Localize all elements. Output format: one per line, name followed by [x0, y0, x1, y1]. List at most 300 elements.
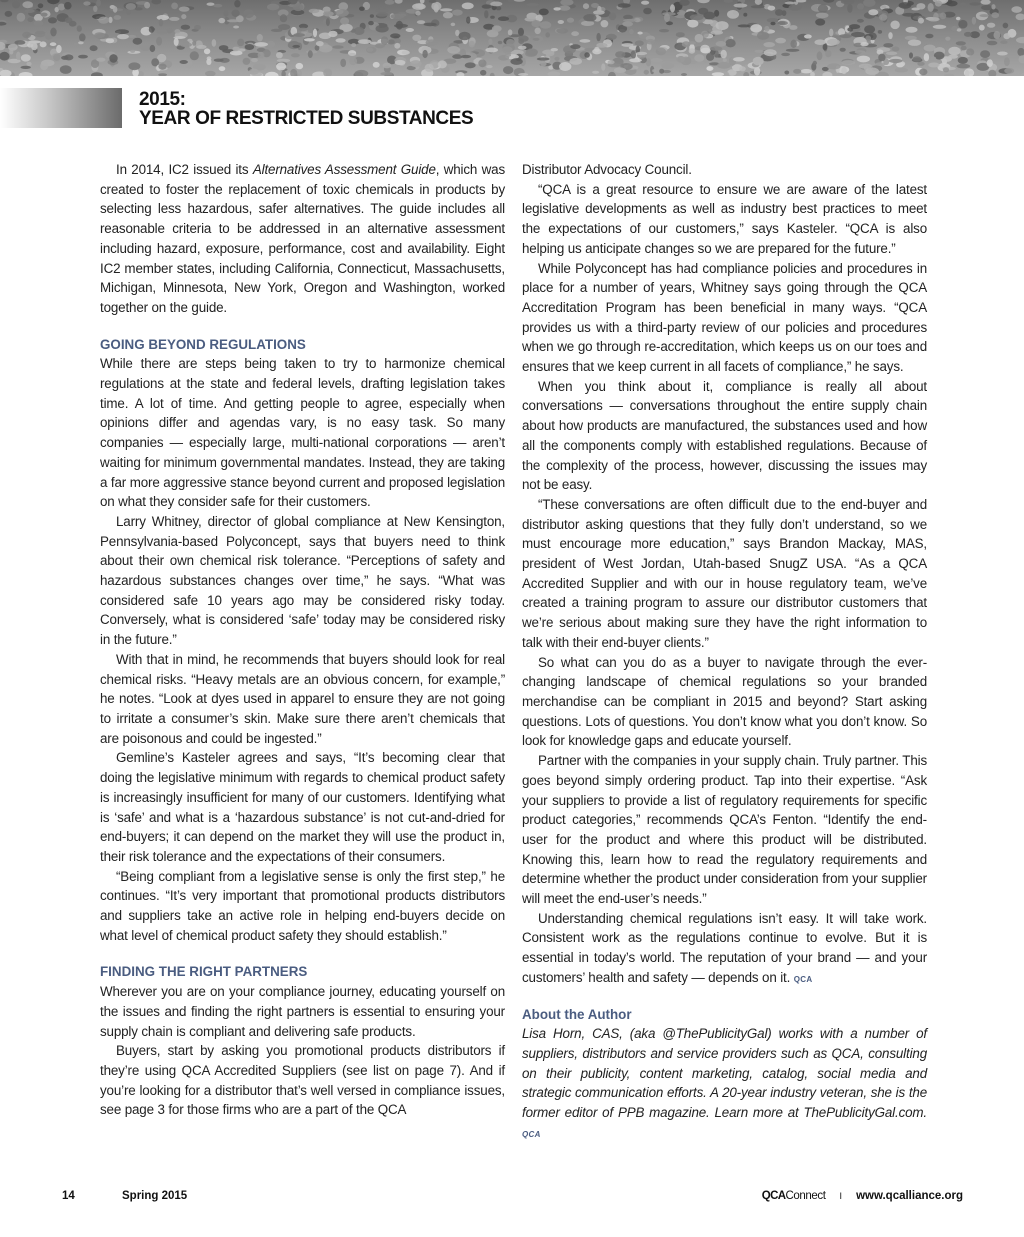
gravel-stone: [768, 6, 776, 11]
gravel-stone: [204, 48, 210, 54]
gravel-stone: [981, 0, 991, 5]
gravel-stone: [466, 17, 470, 24]
gravel-stone: [601, 20, 609, 27]
gravel-stone: [928, 3, 934, 12]
about-author-text: [522, 1024, 927, 1144]
gravel-stone: [98, 17, 109, 24]
gravel-stone: [651, 58, 663, 62]
gravel-stone: [518, 35, 528, 41]
gravel-stone: [171, 3, 178, 10]
gravel-stone: [981, 5, 993, 10]
gravel-stone: [892, 47, 900, 52]
gravel-stone: [1004, 68, 1014, 74]
gravel-stone: [784, 71, 789, 75]
gravel-stone: [64, 54, 73, 60]
logo-connect: Connect: [785, 1190, 826, 1202]
qca-end-mark: QCA: [793, 974, 813, 984]
paragraph: Larry Whitney, director of global compliance at New Kensington, Pennsylvania-based Polyconcept, says that buyers need to think about their own chemical risk tolerance. “Perceptions of safety and hazardous substances changes over time,” he says. “What was considered safe 10 years ago may be considered risky today. Conversely, what is considered ‘safe’ today may be considered risky in the future.”: [100, 513, 505, 648]
gravel-stone: [51, 53, 61, 61]
gravel-stone: [150, 45, 156, 52]
gravel-stone: [376, 25, 389, 33]
gravel-stone: [815, 19, 825, 26]
gravel-stone: [50, 28, 56, 37]
gravel-stone: [106, 38, 114, 43]
gravel-stone: [863, 0, 875, 7]
gravel-stone: [948, 47, 960, 55]
gravel-stone: [447, 46, 460, 54]
gravel-stone: [711, 30, 724, 34]
gravel-stone: [751, 5, 765, 8]
gravel-stone: [410, 60, 421, 67]
gravel-stone: [234, 0, 240, 7]
gravel-stone: [775, 9, 783, 16]
author-bio: Lisa Horn, CAS, (aka @ThePublicityGal) works with a number of suppliers, distributors and service providers such as QCA, consulting on their publicity, content marketing, catalog, social media and strategic communication efforts. A 20-year industry veteran, she is the former editor of PPB magazine. Learn more at ThePublicityGal.com.: [522, 1026, 927, 1121]
gravel-stone: [764, 26, 769, 32]
gravel-stone: [750, 24, 762, 32]
gravel-stone: [764, 49, 777, 56]
gravel-stone: [452, 10, 463, 16]
gravel-stone: [526, 3, 539, 6]
gravel-stone: [206, 59, 211, 65]
gravel-stone: [233, 26, 239, 29]
gravel-stone: [823, 0, 834, 3]
gravel-stone: [646, 39, 655, 45]
gravel-stone: [249, 69, 259, 75]
gravel-stone: [623, 19, 637, 22]
gravel-stone: [700, 48, 710, 54]
gravel-stone: [956, 17, 961, 21]
gravel-stone: [373, 62, 380, 68]
gravel-stone: [485, 48, 498, 53]
gravel-stone: [763, 42, 775, 47]
gravel-stone: [601, 63, 605, 70]
gravel-stone: [535, 28, 541, 35]
gravel-stone: [551, 48, 558, 51]
gravel-stone: [917, 62, 924, 66]
gravel-stone: [1017, 48, 1024, 56]
gravel-stone: [40, 41, 47, 47]
gravel-stone: [786, 49, 800, 52]
gravel-stone: [865, 68, 879, 75]
gravel-stone: [596, 43, 607, 48]
gravel-stone: [194, 25, 201, 30]
gravel-stone: [659, 29, 669, 32]
gravel-stone: [857, 3, 864, 10]
gravel-stone: [328, 31, 337, 37]
gravel-stone: [928, 63, 939, 68]
gravel-stone: [41, 13, 48, 17]
gravel-stone: [592, 49, 601, 55]
gravel-stone: [323, 11, 334, 17]
gravel-stone: [117, 34, 129, 39]
paragraph: “QCA is a great resource to ensure we are aware of the latest legislative developments as well as industry best practices to meet the expectations of our customers,” says Kasteler. “QCA is also helping us anticipate changes so we are prepared for the future.”: [522, 181, 927, 256]
gravel-stone: [480, 70, 486, 76]
gravel-stone: [243, 9, 254, 18]
gravel-stone: [24, 9, 34, 13]
gravel-stone: [218, 18, 225, 23]
qca-connect-logo: [762, 1190, 826, 1202]
gravel-stone: [793, 69, 801, 74]
gravel-stone: [716, 21, 729, 30]
gravel-stone: [864, 25, 875, 33]
gravel-stone: [0, 52, 10, 61]
gravel-stone: [956, 41, 966, 45]
gravel-stone: [395, 60, 406, 65]
gravel-stone: [205, 71, 216, 76]
gravel-stone: [886, 52, 897, 56]
gravel-stone: [777, 21, 788, 25]
paragraph: With that in mind, he recommends that buyers should look for real chemical risks. “Heavy metals are an obvious concern, for example,” he notes. “Look at dyes used in apparel to ensure they are not going to irritate a consumer’s skin. Make sure there aren’t chemicals that are poisonous and could be ingested.”: [100, 651, 505, 746]
gravel-stone: [615, 51, 625, 58]
gravel-stone: [899, 2, 912, 9]
gravel-stone: [855, 50, 866, 54]
gravel-stone: [906, 27, 918, 33]
gravel-stone: [245, 44, 255, 50]
gravel-stone: [958, 57, 968, 64]
gravel-stone: [9, 49, 13, 54]
gravel-stone: [757, 31, 769, 39]
gravel-stone: [96, 58, 105, 62]
gravel-stone: [157, 15, 169, 20]
gravel-stone: [571, 31, 579, 36]
gravel-stone: [434, 4, 439, 13]
gravel-stone: [406, 28, 414, 32]
gravel-stone: [355, 70, 369, 76]
gravel-stone: [961, 46, 967, 51]
gravel-stone: [957, 64, 971, 69]
gravel-stone: [888, 32, 892, 39]
gravel-stone: [540, 21, 552, 29]
gravel-stone: [583, 14, 596, 21]
gravel-stone: [652, 69, 656, 72]
gravel-stone: [5, 11, 13, 17]
gravel-stone: [396, 21, 403, 30]
gravel-stone: [74, 43, 78, 46]
gravel-stone: [980, 50, 990, 58]
gravel-stone: [918, 18, 924, 24]
gravel-stone: [254, 42, 268, 47]
paragraph: Distributor Advocacy Council.: [522, 162, 692, 177]
section-heading-finding-partners: FINDING THE RIGHT PARTNERS: [100, 964, 308, 980]
gravel-stone: [875, 62, 885, 66]
gravel-stone: [212, 39, 217, 47]
gravel-stone: [174, 38, 179, 46]
gravel-stone: [180, 42, 192, 47]
gravel-stone: [623, 15, 633, 20]
gravel-stone: [716, 41, 727, 47]
page-title-line1: 2015:: [139, 89, 186, 110]
gravel-stone: [546, 51, 555, 56]
gravel-stone: [814, 39, 825, 45]
gravel-stone: [114, 15, 122, 20]
gravel-stone: [847, 4, 852, 13]
gravel-stone: [592, 71, 599, 74]
gravel-stone: [14, 40, 25, 45]
gravel-stone: [391, 14, 405, 19]
gravel-stone: [621, 43, 633, 47]
gravel-stone: [417, 20, 425, 24]
gravel-stone: [697, 0, 709, 3]
gravel-stone: [451, 23, 456, 27]
gravel-stone: [297, 70, 302, 76]
gravel-stone: [19, 72, 33, 76]
gravel-stone: [12, 1, 20, 8]
gravel-stone: [857, 56, 870, 63]
gravel-stone: [340, 17, 349, 24]
footer-separator: I: [839, 1191, 843, 1201]
gravel-stone: [801, 69, 812, 73]
gravel-stone: [316, 41, 324, 46]
gravel-stone: [935, 0, 942, 6]
gravel-stone: [366, 47, 376, 54]
gravel-stone: [370, 14, 374, 18]
gravel-stone: [109, 54, 117, 63]
gravel-stone: [424, 23, 437, 27]
gravel-stone: [518, 73, 528, 76]
gravel-stone: [656, 48, 666, 56]
gravel-stone: [349, 57, 357, 65]
gravel-stone: [181, 25, 190, 30]
gravel-stone: [690, 14, 704, 20]
gravel-stone: [706, 53, 714, 61]
gravel-stone: [465, 62, 476, 68]
gravel-stone: [754, 50, 763, 53]
gravel-stone: [790, 40, 797, 48]
gravel-stone: [895, 68, 908, 73]
paragraph: When you think about it, compliance is really all about conversations — conversations throughout the entire supply chain about how products are manufactured, the substances used and how all the components comply with established regulations. Because of the complexity of the process, however, discussing the issues may not be easy.: [522, 378, 927, 493]
gravel-stone: [94, 32, 105, 38]
gravel-stone: [48, 17, 57, 23]
gravel-stone: [933, 25, 947, 29]
gravel-stone: [17, 13, 26, 22]
gravel-stone: [698, 8, 708, 15]
gravel-stone: [681, 73, 687, 76]
gravel-stone: [857, 19, 864, 23]
gravel-stone: [987, 23, 995, 28]
closing-text: Understanding chemical regulations isn’t easy. It will take work. Consistent work as the regulations continue to evolve. But it is essential in today’s world. The reputation of your brand — and your customers’ health and safety — depends on it.: [522, 910, 927, 985]
gravel-stone: [717, 62, 731, 69]
gravel-stone: [293, 33, 305, 37]
gravel-stone: [816, 13, 829, 19]
gravel-stone: [159, 19, 164, 26]
qca-end-mark: QCA: [522, 1129, 541, 1139]
gravel-stone: [22, 32, 31, 38]
gravel-stone: [128, 62, 140, 70]
gravel-stone: [547, 71, 560, 76]
gravel-stone: [251, 58, 258, 62]
gravel-stone: [739, 66, 746, 71]
gravel-stone: [299, 28, 308, 32]
gravel-stone: [390, 33, 400, 38]
gravel-stone: [0, 70, 12, 76]
gravel-stone: [79, 33, 86, 41]
gravel-stone: [461, 55, 471, 58]
gravel-stone: [569, 58, 582, 65]
gravel-stone: [90, 45, 98, 51]
gravel-stone: [641, 1, 649, 5]
gravel-stone: [878, 54, 885, 62]
gravel-stone: [813, 61, 817, 65]
gravel-stone: [979, 25, 985, 31]
gravel-stone: [553, 7, 560, 10]
paragraph: Buyers, start by asking you promotional products distributors if they’re using QCA Accredited Suppliers (see list on page 7). And if you’re looking for a distributor that’s well versed in compliance issues, see page 3 for those firms who are a part of the QCA: [100, 1043, 505, 1118]
gravel-stone: [723, 58, 727, 62]
gravel-stone: [558, 20, 564, 24]
gravel-stone: [829, 29, 833, 37]
gravel-stone: [883, 43, 893, 47]
gravel-stone: [420, 0, 425, 4]
gravel-stone: [510, 58, 522, 65]
gravel-stone: [395, 0, 403, 4]
gravel-stone: [908, 40, 921, 46]
issue-date: Spring 2015: [122, 1190, 188, 1202]
gravel-stone: [169, 17, 180, 21]
gravel-stone: [313, 29, 317, 38]
gravel-stone: [415, 11, 420, 16]
gravel-stone: [22, 1, 33, 8]
gravel-stone: [734, 3, 748, 7]
gravel-stone: [288, 41, 300, 49]
intro-text-end: , which was created to foster the replacement of toxic chemicals in products by selecting less hazardous, safer alternatives. The guide includes all reasonable criteria to be addressed in an alternative assessment including hazard, exposure, performance, cost and availability. Eight IC2 member states, including California, Connecticut, Massachusetts, Michigan, Minnesota, New York, Oregon and Washington, worked together on the guide.: [100, 162, 505, 315]
paragraph: So what can you do as a buyer to navigate through the ever-changing landscape of chemical regulations so your branded merchandise can be compliant in 2015 and beyond? Start asking questions. Lots of questions. You don’t know what you don’t know. So look for knowledge gaps and educate yourself.: [522, 654, 927, 749]
gravel-stone: [47, 0, 59, 4]
gravel-stone: [488, 39, 492, 45]
gravel-stone: [443, 12, 453, 18]
gravel-stone: [555, 57, 560, 61]
gravel-stone: [440, 8, 452, 11]
gravel-stone: [139, 42, 151, 51]
gravel-stone: [214, 59, 224, 62]
gravel-stone: [348, 53, 356, 56]
gravel-stone: [490, 73, 495, 76]
gravel-stone: [827, 63, 841, 69]
gravel-stone: [230, 51, 243, 56]
gravel-stone: [909, 52, 913, 58]
gravel-stone: [377, 12, 389, 16]
page-number: 14: [62, 1190, 75, 1202]
gravel-stone: [841, 67, 847, 74]
gravel-stone: [822, 72, 832, 76]
gravel-stone: [213, 4, 222, 8]
gravel-stone: [149, 26, 155, 33]
gravel-stone: [556, 28, 568, 33]
gravel-stone: [643, 8, 652, 15]
gravel-stone: [144, 2, 150, 9]
gravel-stone: [682, 41, 691, 47]
gravel-stone: [323, 68, 332, 76]
gravel-stone: [743, 72, 749, 76]
gravel-stone: [919, 69, 927, 76]
gravel-stone: [56, 45, 62, 53]
gravel-stone: [224, 11, 229, 17]
gravel-stone: [359, 7, 365, 11]
gravel-stone: [849, 24, 860, 29]
gravel-stone: [531, 20, 540, 27]
gravel-stone: [293, 4, 304, 12]
gravel-stone: [997, 52, 1008, 56]
gravel-stone: [158, 64, 166, 70]
gravel-stone: [972, 17, 976, 25]
gravel-stone: [518, 46, 527, 50]
gravel-stone: [559, 5, 571, 10]
gravel-stone: [385, 0, 395, 5]
gravel-stone: [336, 38, 346, 42]
gravel-stone: [928, 17, 940, 21]
paragraph: Gemline’s Kasteler agrees and says, “It’s becoming clear that doing the legislative minimum with regards to chemical product safety is increasingly insufficient for many of our customers. Identifying what is ‘safe’ and what is a ‘hazardous substance’ is not cut-and-dried for end-buyers; it can depend on the market they will use the product in, their risk tolerance and the expectations of their consumers.: [100, 750, 505, 864]
gravel-stone: [946, 1, 957, 7]
gravel-stone: [533, 38, 540, 41]
gravel-stone: [943, 67, 949, 72]
gravel-stone: [583, 3, 589, 9]
gravel-stone: [296, 63, 304, 69]
gravel-stone: [839, 34, 852, 38]
section-heading-beyond-regulations: GOING BEYOND REGULATIONS: [100, 336, 306, 352]
gravel-stone: [21, 66, 31, 69]
gravel-stone: [482, 4, 492, 8]
gravel-stone: [492, 25, 502, 32]
gravel-stone: [336, 9, 349, 17]
gravel-stone: [192, 41, 196, 46]
gravel-stone: [818, 5, 828, 13]
gravel-stone: [635, 40, 644, 46]
article-column-right: [522, 160, 927, 1144]
gravel-stone: [966, 48, 974, 55]
gravel-stone: [91, 72, 103, 76]
gravel-stone: [126, 3, 136, 10]
gravel-stone: [207, 2, 215, 5]
gravel-stone: [1003, 23, 1009, 29]
gravel-stone: [438, 60, 447, 68]
gravel-stone: [258, 52, 265, 59]
gravel-stone: [618, 3, 631, 8]
gravel-stone: [581, 21, 594, 26]
gravel-stone: [930, 57, 936, 61]
gravel-stone: [380, 72, 392, 75]
gravel-stone: [65, 17, 73, 23]
gravel-stone: [676, 56, 685, 63]
gravel-stone: [644, 70, 649, 75]
gravel-stone: [964, 68, 974, 76]
gravel-stone: [879, 14, 887, 21]
gravel-stone: [545, 32, 550, 37]
gravel-stone: [115, 29, 129, 34]
gravel-stone: [459, 32, 471, 41]
gravel-stone: [622, 21, 633, 26]
gravel-stone: [469, 41, 475, 48]
gravel-stone: [940, 13, 947, 20]
gravel-stone: [498, 41, 503, 45]
gravel-stone: [987, 59, 993, 67]
gravel-stone: [478, 59, 486, 67]
gravel-stone: [881, 5, 886, 8]
gravel-stone: [232, 10, 240, 17]
website-url: www.qcalliance.org: [856, 1190, 963, 1202]
gravel-stone: [58, 4, 65, 11]
gravel-stone: [889, 59, 903, 63]
gravel-stone: [34, 20, 44, 26]
gravel-stone: [309, 9, 320, 13]
gravel-stone: [710, 46, 722, 50]
header-gravel-photo: [0, 0, 1024, 76]
gravel-stone: [368, 21, 374, 25]
gravel-stone: [292, 45, 300, 48]
gravel-stone: [913, 56, 922, 61]
gravel-stone: [425, 64, 434, 72]
gravel-stone: [174, 29, 180, 33]
gravel-stone: [38, 3, 44, 8]
gravel-stone: [980, 14, 990, 17]
gravel-stone: [916, 3, 925, 9]
